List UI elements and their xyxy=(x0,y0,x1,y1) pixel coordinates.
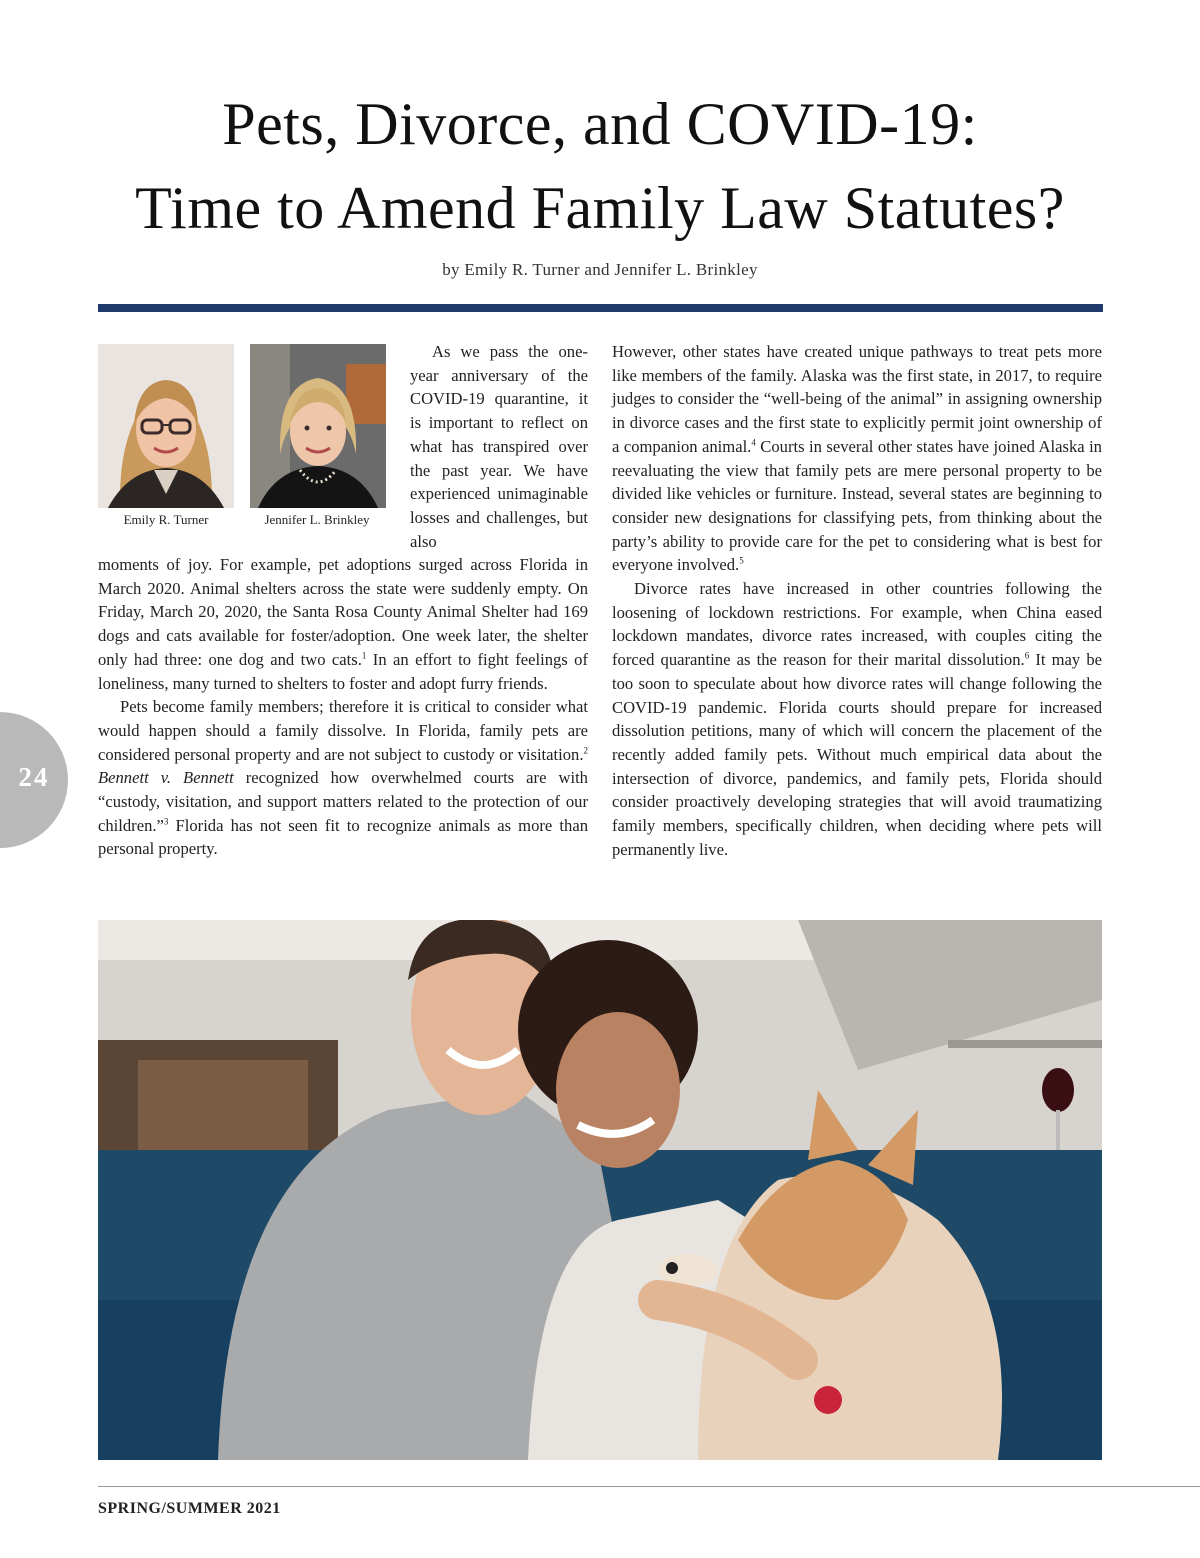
paragraph-text: In an effort to fight feelings of loneliness, many turned to shelters to foster and adopt furry friends. xyxy=(98,649,588,693)
header-rule xyxy=(98,304,1103,312)
author-photo-emily-turner xyxy=(98,344,234,508)
paragraph-divorce-rates xyxy=(612,577,1102,861)
body-column-right xyxy=(612,340,1102,861)
hero-photo-couple-with-dog xyxy=(98,920,1102,1460)
footnote-ref-3: 3 xyxy=(163,816,169,827)
author-caption-jennifer: Jennifer L. Brinkley xyxy=(264,512,370,527)
paragraph-text: Pets become family members; therefore it is critical to consider what would happen should a family dissolve. In Florida, family pets are considered personal property and are not subject to custody or visitation. xyxy=(98,697,588,764)
body-column-left-bottom xyxy=(98,553,588,861)
footer-rule xyxy=(98,1486,1200,1487)
title-line-2: Time to Amend Family Law Statutes? xyxy=(135,175,1065,241)
paragraph-family-members xyxy=(98,695,588,861)
paragraph-text: moments of joy. For example, pet adoptions surged across Florida in March 2020. Animal shelters across the state were suddenly empty. On Friday, March 20, 2020, the Santa Rosa County Animal Shelter had 169 dogs and cats available for foster/adoption. One week later, the shelter only had three: one dog and two cats. xyxy=(98,555,588,669)
paragraph-text: Divorce rates have increased in other countries following the loosening of lockdown restrictions. For example, when China eased lockdown mandates, divorce rates increased, with couples citing the forced quarantine as the reason for their marital dissolution. xyxy=(612,579,1102,670)
paragraph-text: However, other states have created unique pathways to treat pets more like members of the family. Alaska was the first state, in 2017, to require judges to consider the “well-being of the animal” in assigning ownership in divorce cases and the first state to explicitly permit joint ownership of a companion animal. xyxy=(612,342,1102,456)
footnote-ref-4: 4 xyxy=(751,437,756,448)
footnote-ref-1: 1 xyxy=(361,650,367,661)
title-line-1: Pets, Divorce, and COVID-19: xyxy=(222,91,978,157)
paragraph-intro: As we pass the one-year anniversary of the COVID-19 quarantine, it is important to reflect on what has transpired over the past year. We have experienced unimaginable losses and challenges, but also xyxy=(410,342,588,551)
author-caption-emily: Emily R. Turner xyxy=(123,512,209,527)
paragraph-text: Florida has not seen fit to recognize animals as more than personal property. xyxy=(98,815,588,859)
footnote-ref-5: 5 xyxy=(739,555,744,566)
page-number: 24 xyxy=(18,762,50,792)
article-title xyxy=(0,82,1200,250)
body-column-left-top xyxy=(410,340,588,553)
case-citation: Bennett v. Bennett xyxy=(98,768,234,788)
paragraph-intro-continued xyxy=(98,553,588,695)
paragraph-text: recognized how overwhelmed courts are with “custody, visitation, and support matters related to the protection of our children.” xyxy=(98,768,588,835)
paragraph-text: Courts in several other states have joined Alaska in reevaluating the view that family pets are mere personal property to be divided like vehicles or furniture. Instead, several states are beginning to consider new designations for classifying pets, from thinking about the party’s ability to provide care for the pet to considering what is best for everyone involved. xyxy=(612,436,1102,575)
author-photo-jennifer-brinkley xyxy=(250,344,386,508)
byline: by Emily R. Turner and Jennifer L. Brinkley xyxy=(442,260,758,279)
footnote-ref-2: 2 xyxy=(583,745,588,756)
issue-footer: SPRING/SUMMER 2021 xyxy=(98,1500,281,1517)
footnote-ref-6: 6 xyxy=(1024,650,1030,661)
paragraph-other-states xyxy=(612,340,1102,577)
paragraph-text: It may be too soon to speculate about how divorce rates will change following the COVID-19 pandemic. Florida courts should prepare for increased dissolution petitions, many of which will concern the placement of the recently added family pets. Without much empirical data about the intersection of divorce, pandemics, and family pets, Florida should consider proactively developing strategies that will avoid traumatizing family members, specifically children, when deciding where pets will permanently live. xyxy=(612,650,1102,859)
